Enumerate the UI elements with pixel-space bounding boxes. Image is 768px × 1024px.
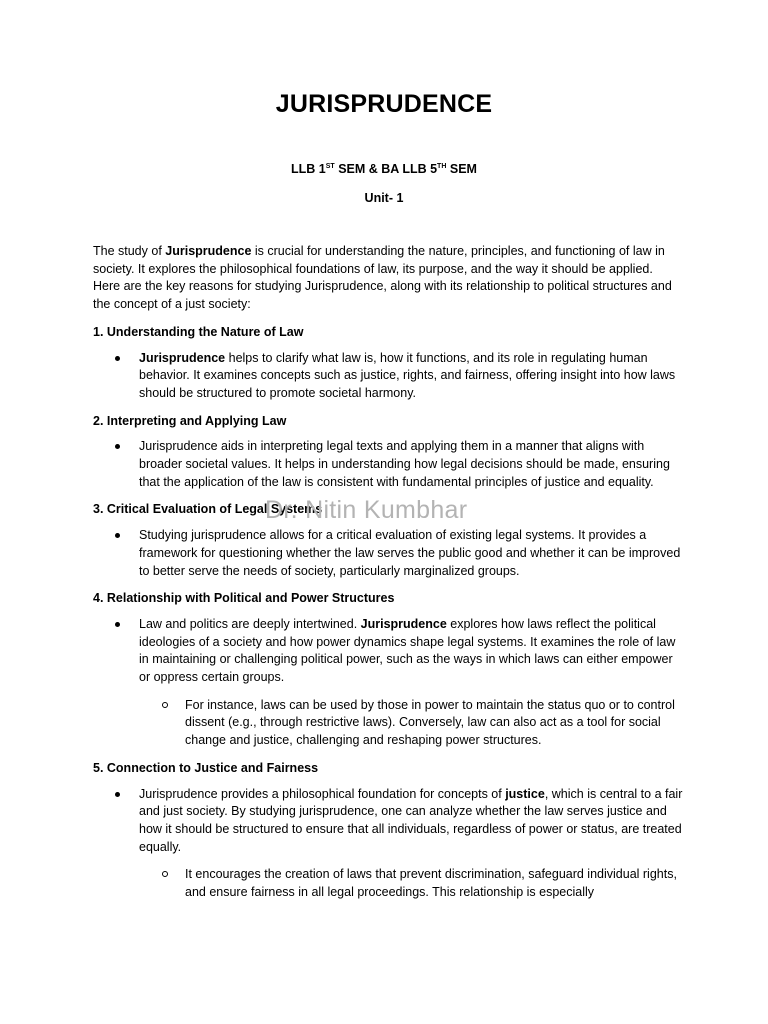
author-watermark: Dr. Nitin Kumbhar [265, 496, 468, 524]
bullet-icon [115, 622, 120, 627]
bullet-bold-term: justice [505, 786, 545, 801]
subtitle-part2: SEM & BA LLB 5 [334, 162, 438, 176]
section-5-sub-bullet [93, 866, 683, 901]
bullet-bold-term: Jurisprudence [139, 350, 226, 365]
sub-bullet-text: It encourages the creation of laws that prevent discrimination, safeguard individual rights, and ensure fairness in all legal proceedings. This relationship is especially [185, 867, 677, 900]
bullet-text: Studying jurisprudence allows for a critical evaluation of existing legal systems. It provides a framework for questioning whether the law serves the public good and whether it can be improved to better serve the needs of society, particularly marginalized groups. [139, 528, 681, 578]
document-body [93, 243, 683, 912]
section-4-sub-bullet [93, 697, 683, 750]
bullet-icon [115, 533, 120, 538]
section-3-bullet [93, 527, 683, 580]
section-heading-4: 4. Relationship with Political and Power Structures [93, 591, 395, 606]
bullet-text: , which is central to a fair and just society. By studying jurisprudence, one can analyze whether the law serves justice and how it should be structured to ensure that all individuals, regardless of power or status, are treated equally. [139, 786, 683, 854]
bullet-icon [115, 356, 120, 361]
section-4-bullet [93, 616, 683, 687]
sub-bullet-text: For instance, laws can be used by those in power to maintain the status quo or to control dissent (e.g., through restrictive laws). Conversely, law can also act as a tool for social change and justice, challenging and reshaping power structures. [185, 697, 675, 748]
course-subtitle [0, 162, 768, 176]
bullet-icon [115, 792, 120, 797]
subtitle-sup2: TH [437, 163, 447, 170]
intro-text-1: The study of [93, 244, 166, 258]
bullet-text: Jurisprudence aids in interpreting legal texts and applying them in a manner that aligns with broader societal values. It helps in understanding how legal decisions should be made, ensuring that the application of the law is consistent with fundamental principles of justice and equality. [139, 439, 670, 489]
section-heading-1: 1. Understanding the Nature of Law [93, 324, 304, 339]
bullet-text: explores how laws reflect the political ideologies of a society and how power dynamics shape legal systems. It examines the role of law in maintaining or challenging political power, such as the ways in which laws can either empower or oppress certain groups. [139, 616, 676, 685]
bullet-text-pre: Law and politics are deeply intertwined. [139, 616, 361, 631]
section-2-bullet [93, 438, 683, 491]
bullet-text: helps to clarify what law is, how it functions, and its role in regulating human behavior. It examines concepts such as justice, rights, and fairness, offering insight into how laws should be structured to promote societal harmony. [139, 350, 676, 400]
bullet-bold-term: Jurisprudence [360, 616, 447, 631]
section-heading-5: 5. Connection to Justice and Fairness [93, 760, 319, 775]
hollow-bullet-icon [162, 871, 168, 877]
intro-paragraph [93, 243, 683, 314]
section-5-bullet [93, 786, 683, 857]
subtitle-part1: LLB 1 [291, 162, 326, 176]
section-heading-2: 2. Interpreting and Applying Law [93, 413, 287, 428]
intro-bold-term: Jurisprudence [165, 244, 252, 258]
section-1-bullet [93, 350, 683, 403]
bullet-text-pre: Jurisprudence provides a philosophical foundation for concepts of [139, 786, 506, 801]
hollow-bullet-icon [162, 702, 168, 708]
intro-text-2: is crucial for understanding the nature, principles, and functioning of law in society. It explores the philosophical foundations of law, its purpose, and the way it should be applied. Here are the key reasons for studying Jurisprudence, along with its relationship to political structures and the concept of a just society: [93, 244, 672, 312]
section-heading-3: 3. Critical Evaluation of Legal Systems [93, 502, 323, 517]
unit-label: Unit- 1 [364, 191, 404, 205]
subtitle-part3: SEM [446, 162, 477, 176]
document-title: JURISPRUDENCE [275, 90, 493, 118]
bullet-icon [115, 444, 120, 449]
subtitle-sup1: ST [325, 163, 335, 170]
